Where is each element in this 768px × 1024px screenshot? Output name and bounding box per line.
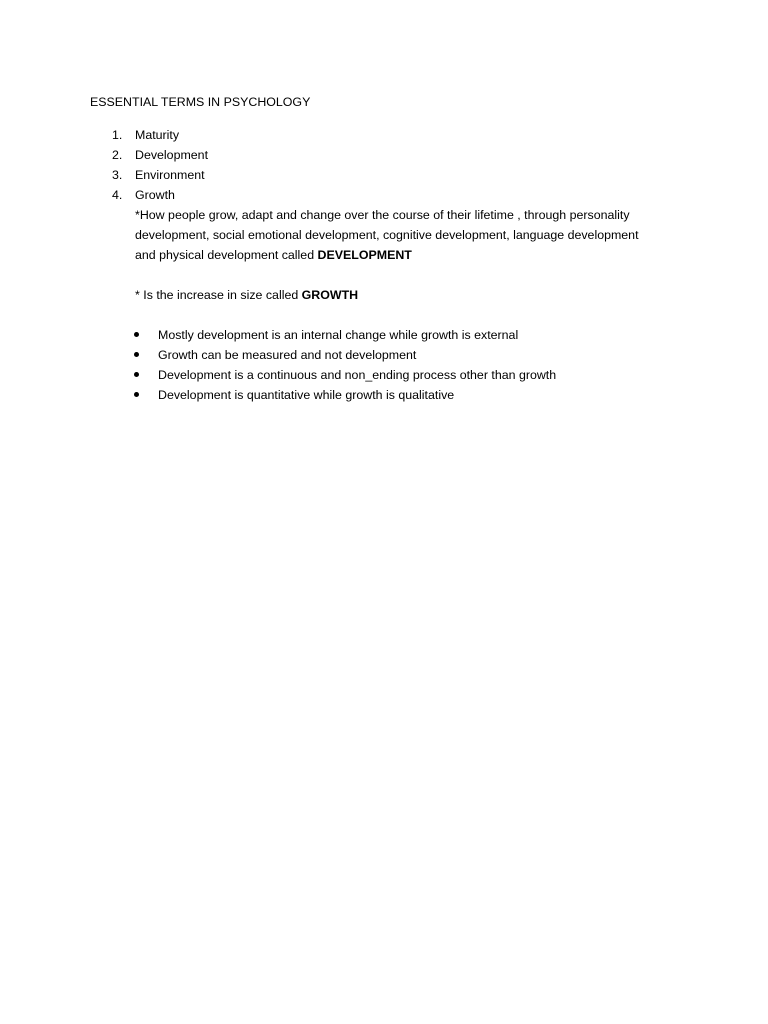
- list-number: 3.: [112, 168, 123, 182]
- development-definition-text: and physical development called: [135, 248, 318, 262]
- development-definition-line-2: development, social emotional development, cognitive development, language development: [135, 228, 639, 242]
- development-term-bold: DEVELOPMENT: [317, 248, 412, 262]
- list-item-text: Environment: [135, 168, 205, 182]
- list-item: [90, 145, 690, 165]
- growth-definition-text: * Is the increase in size called: [135, 288, 302, 302]
- bullet-item: [130, 345, 690, 365]
- list-number: 1.: [112, 128, 123, 142]
- bullet-text: Development is a continuous and non_ending process other than growth: [158, 368, 557, 382]
- list-number: 4.: [112, 188, 123, 202]
- bullet-item: [130, 385, 690, 405]
- list-item: [90, 165, 690, 185]
- terms-numbered-list: [90, 125, 690, 205]
- document-title: ESSENTIAL TERMS IN PSYCHOLOGY: [90, 95, 311, 109]
- development-definition: [135, 205, 675, 265]
- bullet-dot-icon: [134, 352, 139, 357]
- list-item-text: Growth: [135, 188, 175, 202]
- bullet-dot-icon: [134, 372, 139, 377]
- bullet-item: [130, 325, 690, 345]
- growth-definition: [135, 285, 675, 305]
- list-item: [90, 185, 690, 205]
- bullet-text: Development is quantitative while growth is qualitative: [158, 388, 455, 402]
- development-definition-line-1: *How people grow, adapt and change over the course of their lifetime , through personality: [135, 208, 630, 222]
- bullet-text: Growth can be measured and not development: [158, 348, 417, 362]
- bullet-dot-icon: [134, 392, 139, 397]
- bullet-dot-icon: [134, 332, 139, 337]
- list-item-text: Development: [135, 148, 209, 162]
- bullet-item: [130, 365, 690, 385]
- bullet-text: Mostly development is an internal change while growth is external: [158, 328, 519, 342]
- comparison-bullet-list: [130, 325, 690, 405]
- list-number: 2.: [112, 148, 123, 162]
- development-definition-line-3: [135, 245, 675, 265]
- list-item-text: Maturity: [135, 128, 180, 142]
- growth-term-bold: GROWTH: [301, 288, 359, 302]
- list-item: [90, 125, 690, 145]
